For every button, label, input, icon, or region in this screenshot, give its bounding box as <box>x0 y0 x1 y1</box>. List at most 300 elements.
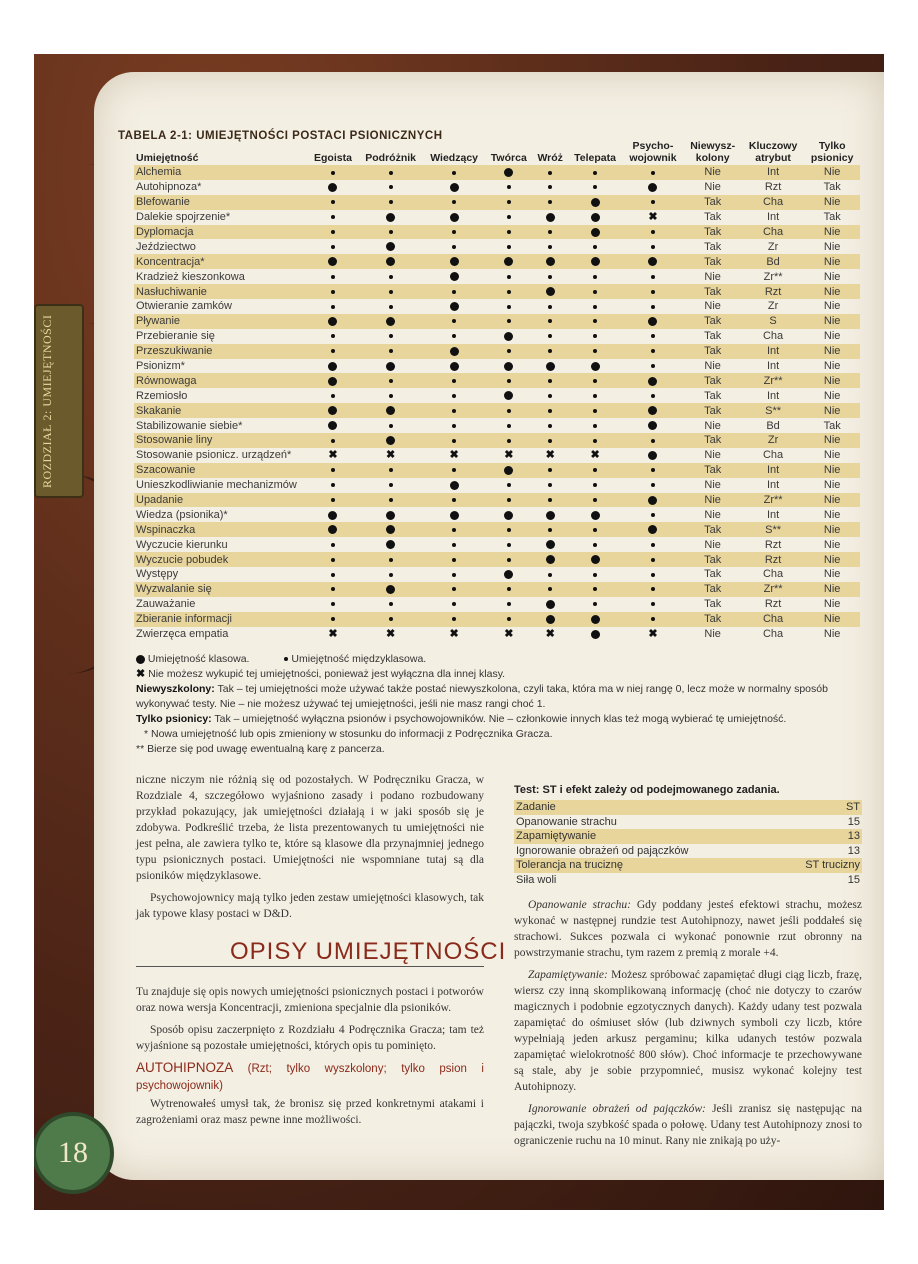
skill-name: Zauważanie <box>136 598 196 611</box>
skill-mark-cell <box>423 299 485 314</box>
class-skill-dot-icon <box>504 511 513 520</box>
cross-class-dot-icon <box>593 424 597 428</box>
skill-mark-cell <box>423 507 485 522</box>
skill-mark-cell <box>533 478 568 493</box>
skill-name: Równowaga <box>134 373 308 388</box>
skill-mark-cell <box>358 403 423 418</box>
skill-mark-cell <box>485 567 533 582</box>
table-row <box>134 210 860 225</box>
class-skill-dot-icon <box>546 511 555 520</box>
cross-class-dot-icon <box>389 602 393 606</box>
skill-heading-tag: (Rzt; tylko wyszkolony; tylko psion i psychowojownik) <box>136 1063 484 1092</box>
skill-mark-cell <box>308 627 358 642</box>
skill-psionic: Nie <box>804 254 860 269</box>
table-row <box>514 800 862 815</box>
cross-class-dot-icon <box>331 334 335 338</box>
skill-name: Wspinaczka <box>134 522 308 537</box>
table-row <box>134 612 860 627</box>
st-task: Ignorowanie obrażeń od pajączków <box>516 844 689 857</box>
cross-class-dot-icon <box>452 602 456 606</box>
skill-mark-cell <box>568 463 623 478</box>
skill-psionic: Nie <box>823 598 841 611</box>
skill-psionic: Nie <box>823 240 841 253</box>
cross-icon: ✖ <box>590 449 600 462</box>
cross-class-dot-icon <box>389 230 393 234</box>
skill-mark-cell <box>358 359 423 374</box>
class-skill-dot-icon <box>328 362 337 371</box>
skill-key: Zr <box>767 240 779 253</box>
cross-class-dot-icon <box>507 305 511 309</box>
skill-psionic: Nie <box>823 389 841 402</box>
skill-key: Cha <box>762 449 784 462</box>
skill-mark-cell <box>622 210 683 225</box>
class-skill-dot-icon <box>450 347 459 356</box>
cross-icon: ✖ <box>386 628 396 641</box>
skill-mark-cell <box>358 433 423 448</box>
class-skill-dot-icon <box>450 183 459 192</box>
skill-mark-cell <box>568 180 623 195</box>
skill-mark-cell <box>308 582 358 597</box>
skill-mark-cell <box>485 597 533 612</box>
skill-key: Cha <box>762 330 784 343</box>
class-skill-dot-icon <box>591 228 600 237</box>
class-skill-dot-icon <box>546 287 555 296</box>
skill-psionic: Nie <box>804 403 860 418</box>
st-value: 13 <box>775 829 862 844</box>
cross-class-dot-icon <box>548 245 552 249</box>
skill-mark-cell <box>423 582 485 597</box>
skill-untrained: Tak <box>704 330 722 343</box>
col-header-tylko-psionicy: Tylko psionicy <box>810 140 854 164</box>
skill-mark-cell <box>568 403 623 418</box>
skill-mark-cell <box>423 448 485 463</box>
cross-icon: ✖ <box>648 628 658 641</box>
skill-mark-cell <box>485 344 533 359</box>
table-row <box>514 844 862 859</box>
skill-mark-cell <box>568 165 623 180</box>
table-row <box>134 180 860 195</box>
skill-mark-cell <box>533 225 568 240</box>
cross-class-dot-icon <box>452 200 456 204</box>
skill-name: Blefowanie <box>134 195 308 210</box>
cross-class-dot-icon <box>507 483 511 487</box>
cross-class-dot-icon <box>452 528 456 532</box>
skill-psionic: Nie <box>804 552 860 567</box>
skill-mark-cell <box>485 433 533 448</box>
skill-untrained: Tak <box>683 314 741 329</box>
st-value: ST trucizny <box>775 858 862 873</box>
skill-mark-cell <box>308 612 358 627</box>
skill-mark-cell <box>308 403 358 418</box>
skill-mark-cell <box>485 448 533 463</box>
skill-mark-cell <box>622 418 683 433</box>
cross-class-dot-icon <box>507 543 511 547</box>
col-header-wroz: Wróż <box>537 152 563 164</box>
cross-class-dot-icon <box>548 334 552 338</box>
cross-class-dot-icon <box>548 439 552 443</box>
skill-mark-cell <box>533 582 568 597</box>
cross-class-dot-icon <box>331 439 335 443</box>
skill-key: Int <box>742 165 805 180</box>
skill-key: Int <box>766 479 780 492</box>
class-skill-dot-icon <box>591 362 600 371</box>
cross-class-dot-icon <box>548 528 552 532</box>
paragraph-label: Opanowanie strachu: <box>528 899 631 911</box>
cross-class-dot-icon <box>593 439 597 443</box>
class-skill-dot-icon <box>648 377 657 386</box>
class-skill-dot-icon <box>450 257 459 266</box>
cross-class-dot-icon <box>331 573 335 577</box>
skill-mark-cell <box>308 269 358 284</box>
skill-untrained: Tak <box>683 552 741 567</box>
skill-mark-cell <box>423 239 485 254</box>
skill-mark-cell <box>423 344 485 359</box>
table-row <box>514 873 862 888</box>
table-row <box>134 373 860 388</box>
cross-class-dot-icon <box>548 349 552 353</box>
skill-name: Pływanie <box>134 314 308 329</box>
skill-key: S** <box>742 522 805 537</box>
skill-mark-cell <box>308 373 358 388</box>
skill-mark-cell <box>308 418 358 433</box>
skill-mark-cell <box>485 478 533 493</box>
cross-class-dot-icon <box>331 171 335 175</box>
cross-class-dot-icon <box>651 245 655 249</box>
skill-psionic: Tak <box>823 181 841 194</box>
cross-class-dot-icon <box>452 290 456 294</box>
skill-name: Unieszkodliwianie mechanizmów <box>136 479 297 492</box>
skill-mark-cell <box>358 522 423 537</box>
cross-class-dot-icon <box>548 200 552 204</box>
skill-key: S <box>742 314 805 329</box>
skill-mark-cell <box>533 507 568 522</box>
st-table <box>514 800 862 887</box>
legend-cannot-buy: Nie możesz wykupić tej umiejętności, ponieważ jest wyłączna dla innej klasy. <box>148 668 506 680</box>
legend-note-1: * Nowa umiejętność lub opis zmieniony w stosunku do informacji z Podręcznika Gracza. <box>144 728 553 740</box>
skill-mark-cell <box>533 180 568 195</box>
cross-class-dot-icon <box>507 215 511 219</box>
skill-mark-cell <box>485 195 533 210</box>
skill-mark-cell <box>308 388 358 403</box>
skill-untrained: Tak <box>683 284 741 299</box>
skill-mark-cell <box>423 612 485 627</box>
class-skill-dot-icon <box>386 525 395 534</box>
cross-class-dot-icon <box>389 275 393 279</box>
cross-class-dot-icon <box>389 185 393 189</box>
skill-mark-cell <box>308 239 358 254</box>
skill-mark-cell <box>308 537 358 552</box>
skill-mark-cell <box>533 284 568 299</box>
skill-mark-cell <box>358 329 423 344</box>
skill-untrained: Tak <box>683 195 741 210</box>
skill-key: Cha <box>742 612 805 627</box>
cross-class-dot-icon <box>651 305 655 309</box>
skill-mark-cell <box>568 433 623 448</box>
cross-class-dot-icon <box>548 409 552 413</box>
skill-mark-cell <box>423 597 485 612</box>
class-skill-dot-icon <box>450 362 459 371</box>
skill-mark-cell <box>308 180 358 195</box>
skill-mark-cell <box>568 567 623 582</box>
skill-name: Zwierzęca empatia <box>136 628 229 641</box>
skill-name: Koncentracja* <box>134 254 308 269</box>
cross-class-dot-icon <box>548 230 552 234</box>
cross-class-dot-icon <box>452 424 456 428</box>
skill-mark-cell <box>568 537 623 552</box>
skill-mark-cell <box>485 537 533 552</box>
paragraph: niczne niczym nie różnią się od pozostałych. W Podręczniku Gracza, w Rozdziale 4, szczegółowo wyjaśniono zasady i podano rozbudowany przykład pokazujący, jak umiejętności działają i w jaki sposób się je zdobywa. Podkreślić trzeba, że lista prezentowanych tu umiejętności nie jest pełna, ale zawiera tylko te, które są klasowe dla przynajmniej jednego typu psionicznych postaci. Umiejętności nie wspomniane tutaj są dla psioników międzyklasowe. <box>136 774 484 882</box>
skill-mark-cell <box>423 493 485 508</box>
cross-class-dot-icon <box>651 439 655 443</box>
class-skill-dot-icon <box>328 257 337 266</box>
cross-class-dot-icon <box>593 573 597 577</box>
skill-mark-cell <box>485 165 533 180</box>
chapter-tab-label: ROZDZIAŁ 2: UMIEJĘTNOŚCI <box>40 314 54 488</box>
paragraph: Psychowojownicy mają tylko jeden zestaw umiejętności klasowych, tak jak typowe klasy postaci w D&D. <box>136 892 484 920</box>
skill-name: Wyczucie pobudek <box>134 552 308 567</box>
skill-mark-cell <box>622 433 683 448</box>
cross-class-dot-icon <box>593 394 597 398</box>
skill-untrained: Nie <box>704 479 721 492</box>
cross-icon: ✖ <box>136 668 146 680</box>
skill-mark-cell <box>358 507 423 522</box>
cross-class-dot-icon <box>331 587 335 591</box>
skill-mark-cell <box>533 239 568 254</box>
cross-class-dot-icon <box>548 498 552 502</box>
skill-mark-cell <box>568 284 623 299</box>
cross-class-dot-icon <box>548 185 552 189</box>
skill-mark-cell <box>485 284 533 299</box>
skill-untrained: Tak <box>704 389 722 402</box>
cross-class-dot-icon <box>507 558 511 562</box>
table-header-row <box>134 140 860 165</box>
skill-mark-cell <box>358 165 423 180</box>
paragraph: Tu znajduje się opis nowych umiejętności psionicznych postaci i potworów oraz nowa wersja Koncentracji, zmieniona specjalnie dla psioników. <box>136 986 484 1014</box>
skill-mark-cell <box>533 448 568 463</box>
skill-untrained: Nie <box>704 300 721 313</box>
skill-mark-cell <box>358 210 423 225</box>
cross-class-dot-icon <box>651 573 655 577</box>
skill-untrained: Nie <box>704 360 721 373</box>
table-row <box>134 225 860 240</box>
skill-mark-cell <box>308 329 358 344</box>
skill-mark-cell <box>533 388 568 403</box>
class-skill-dot-icon <box>386 540 395 549</box>
cross-class-dot-icon <box>548 483 552 487</box>
st-value: 13 <box>847 844 860 857</box>
st-task: Siła woli <box>516 873 557 886</box>
table-row <box>134 359 860 374</box>
cross-class-dot-icon <box>331 543 335 547</box>
legend-row-symbols <box>136 652 862 667</box>
st-value: 15 <box>847 815 860 828</box>
skill-mark-cell <box>533 627 568 642</box>
cross-class-dot-icon <box>452 245 456 249</box>
class-skill-dot-icon <box>648 525 657 534</box>
skill-untrained: Tak <box>704 568 722 581</box>
skill-mark-cell <box>358 254 423 269</box>
cross-class-dot-icon <box>593 275 597 279</box>
skill-mark-cell <box>423 567 485 582</box>
skill-mark-cell <box>568 448 623 463</box>
class-skill-dot-icon <box>386 362 395 371</box>
skill-mark-cell <box>308 284 358 299</box>
skill-mark-cell <box>308 522 358 537</box>
skill-mark-cell <box>568 239 623 254</box>
skill-mark-cell <box>423 522 485 537</box>
skill-untrained: Nie <box>704 449 721 462</box>
skill-key: Cha <box>742 195 805 210</box>
paragraph-label: Ignorowanie obrażeń od pajączków: <box>528 1103 706 1115</box>
skill-mark-cell <box>622 284 683 299</box>
cross-class-dot-icon <box>331 275 335 279</box>
skill-mark-cell <box>485 582 533 597</box>
skill-mark-cell <box>358 418 423 433</box>
skill-mark-cell <box>622 507 683 522</box>
skill-untrained: Tak <box>704 240 722 253</box>
cross-class-dot-icon <box>452 439 456 443</box>
class-skill-dot-icon <box>546 362 555 371</box>
skill-key: Rzt <box>742 284 805 299</box>
skill-name: Skakanie <box>134 403 308 418</box>
cross-class-dot-icon <box>593 543 597 547</box>
class-skill-dot-icon <box>648 496 657 505</box>
skill-mark-cell <box>622 269 683 284</box>
skill-name: Stosowanie liny <box>134 433 308 448</box>
cross-class-dot-icon <box>331 498 335 502</box>
cross-class-dot-icon <box>389 290 393 294</box>
cross-class-dot-icon <box>593 379 597 383</box>
skill-mark-cell <box>533 359 568 374</box>
class-skill-dot-icon <box>591 630 600 639</box>
skill-mark-cell <box>308 478 358 493</box>
st-task: Opanowanie strachu <box>516 815 617 828</box>
table-row <box>134 284 860 299</box>
class-skill-dot-icon <box>591 511 600 520</box>
skill-mark-cell <box>533 314 568 329</box>
skill-untrained: Tak <box>683 373 741 388</box>
skill-untrained: Nie <box>704 181 721 194</box>
skill-untrained: Nie <box>704 270 721 283</box>
skill-mark-cell <box>568 359 623 374</box>
table-row <box>134 507 860 522</box>
cross-class-dot-icon <box>593 602 597 606</box>
cross-class-dot-icon <box>651 334 655 338</box>
table-row <box>134 478 860 493</box>
skill-mark-cell <box>622 567 683 582</box>
skill-psionic: Tak <box>823 211 841 224</box>
skill-mark-cell <box>622 329 683 344</box>
table-row <box>134 448 860 463</box>
col-header-psychowojownik: Psycho- wojownik <box>629 140 677 164</box>
skill-untrained: Tak <box>683 582 741 597</box>
cross-class-dot-icon <box>452 468 456 472</box>
cross-class-dot-icon <box>331 200 335 204</box>
skill-name: Otwieranie zamków <box>136 300 232 313</box>
skill-mark-cell <box>423 627 485 642</box>
skill-mark-cell <box>423 329 485 344</box>
class-skill-dot-icon <box>328 317 337 326</box>
skill-psionic: Nie <box>804 314 860 329</box>
cross-class-dot-icon <box>389 305 393 309</box>
skill-mark-cell <box>533 299 568 314</box>
table-row <box>134 433 860 448</box>
cross-class-dot-icon <box>593 319 597 323</box>
cross-class-dot-icon <box>507 409 511 413</box>
cross-class-dot-icon <box>331 349 335 353</box>
skill-mark-cell <box>533 373 568 388</box>
skill-name: Kradzież kieszonkowa <box>136 270 245 283</box>
cross-icon: ✖ <box>386 449 396 462</box>
skill-name: Wyzwalanie się <box>134 582 308 597</box>
skill-mark-cell <box>308 507 358 522</box>
skill-heading <box>136 1060 484 1094</box>
skill-mark-cell <box>533 195 568 210</box>
cross-class-dot-icon <box>507 319 511 323</box>
skill-mark-cell <box>622 612 683 627</box>
skill-mark-cell <box>485 359 533 374</box>
skill-untrained: Tak <box>683 612 741 627</box>
st-table-body <box>514 800 862 887</box>
cross-class-dot-icon <box>651 364 655 368</box>
skill-mark-cell <box>358 239 423 254</box>
skill-key: Cha <box>762 628 784 641</box>
page-number: 18 <box>58 1136 88 1169</box>
skill-mark-cell <box>308 225 358 240</box>
skill-mark-cell <box>358 552 423 567</box>
cross-class-dot-icon <box>548 171 552 175</box>
skill-key: Int <box>766 360 780 373</box>
class-skill-dot-icon <box>386 213 395 222</box>
skill-mark-cell <box>485 612 533 627</box>
class-skill-dot-icon <box>504 570 513 579</box>
cross-icon: ✖ <box>449 449 459 462</box>
table-row <box>134 493 860 508</box>
skill-key: Cha <box>762 568 784 581</box>
skill-psionic: Nie <box>804 284 860 299</box>
cross-class-dot-icon <box>593 171 597 175</box>
cross-class-dot-icon <box>331 394 335 398</box>
cross-class-dot-icon <box>651 275 655 279</box>
skill-mark-cell <box>568 552 623 567</box>
skill-mark-cell <box>308 552 358 567</box>
skill-psionic: Nie <box>823 568 841 581</box>
skill-mark-cell <box>358 493 423 508</box>
skill-mark-cell <box>533 567 568 582</box>
skill-psionic: Nie <box>804 493 860 508</box>
cross-class-dot-icon <box>593 483 597 487</box>
skill-mark-cell <box>533 612 568 627</box>
table-row <box>134 403 860 418</box>
skill-key: Cha <box>742 225 805 240</box>
st-task: Zadanie <box>514 800 775 815</box>
table-row <box>134 269 860 284</box>
cross-class-dot-icon <box>507 185 511 189</box>
skill-mark-cell <box>533 463 568 478</box>
skill-untrained: Nie <box>704 628 721 641</box>
class-skill-dot-icon <box>386 242 395 251</box>
skill-mark-cell <box>533 537 568 552</box>
skill-psionic: Nie <box>823 300 841 313</box>
cross-class-dot-icon <box>651 394 655 398</box>
col-header-skill: Umiejętność <box>136 152 199 164</box>
skill-mark-cell <box>423 359 485 374</box>
skill-mark-cell <box>568 597 623 612</box>
table-row <box>134 239 860 254</box>
skill-untrained: Tak <box>704 598 722 611</box>
cross-class-dot-icon <box>389 379 393 383</box>
skill-mark-cell <box>485 314 533 329</box>
